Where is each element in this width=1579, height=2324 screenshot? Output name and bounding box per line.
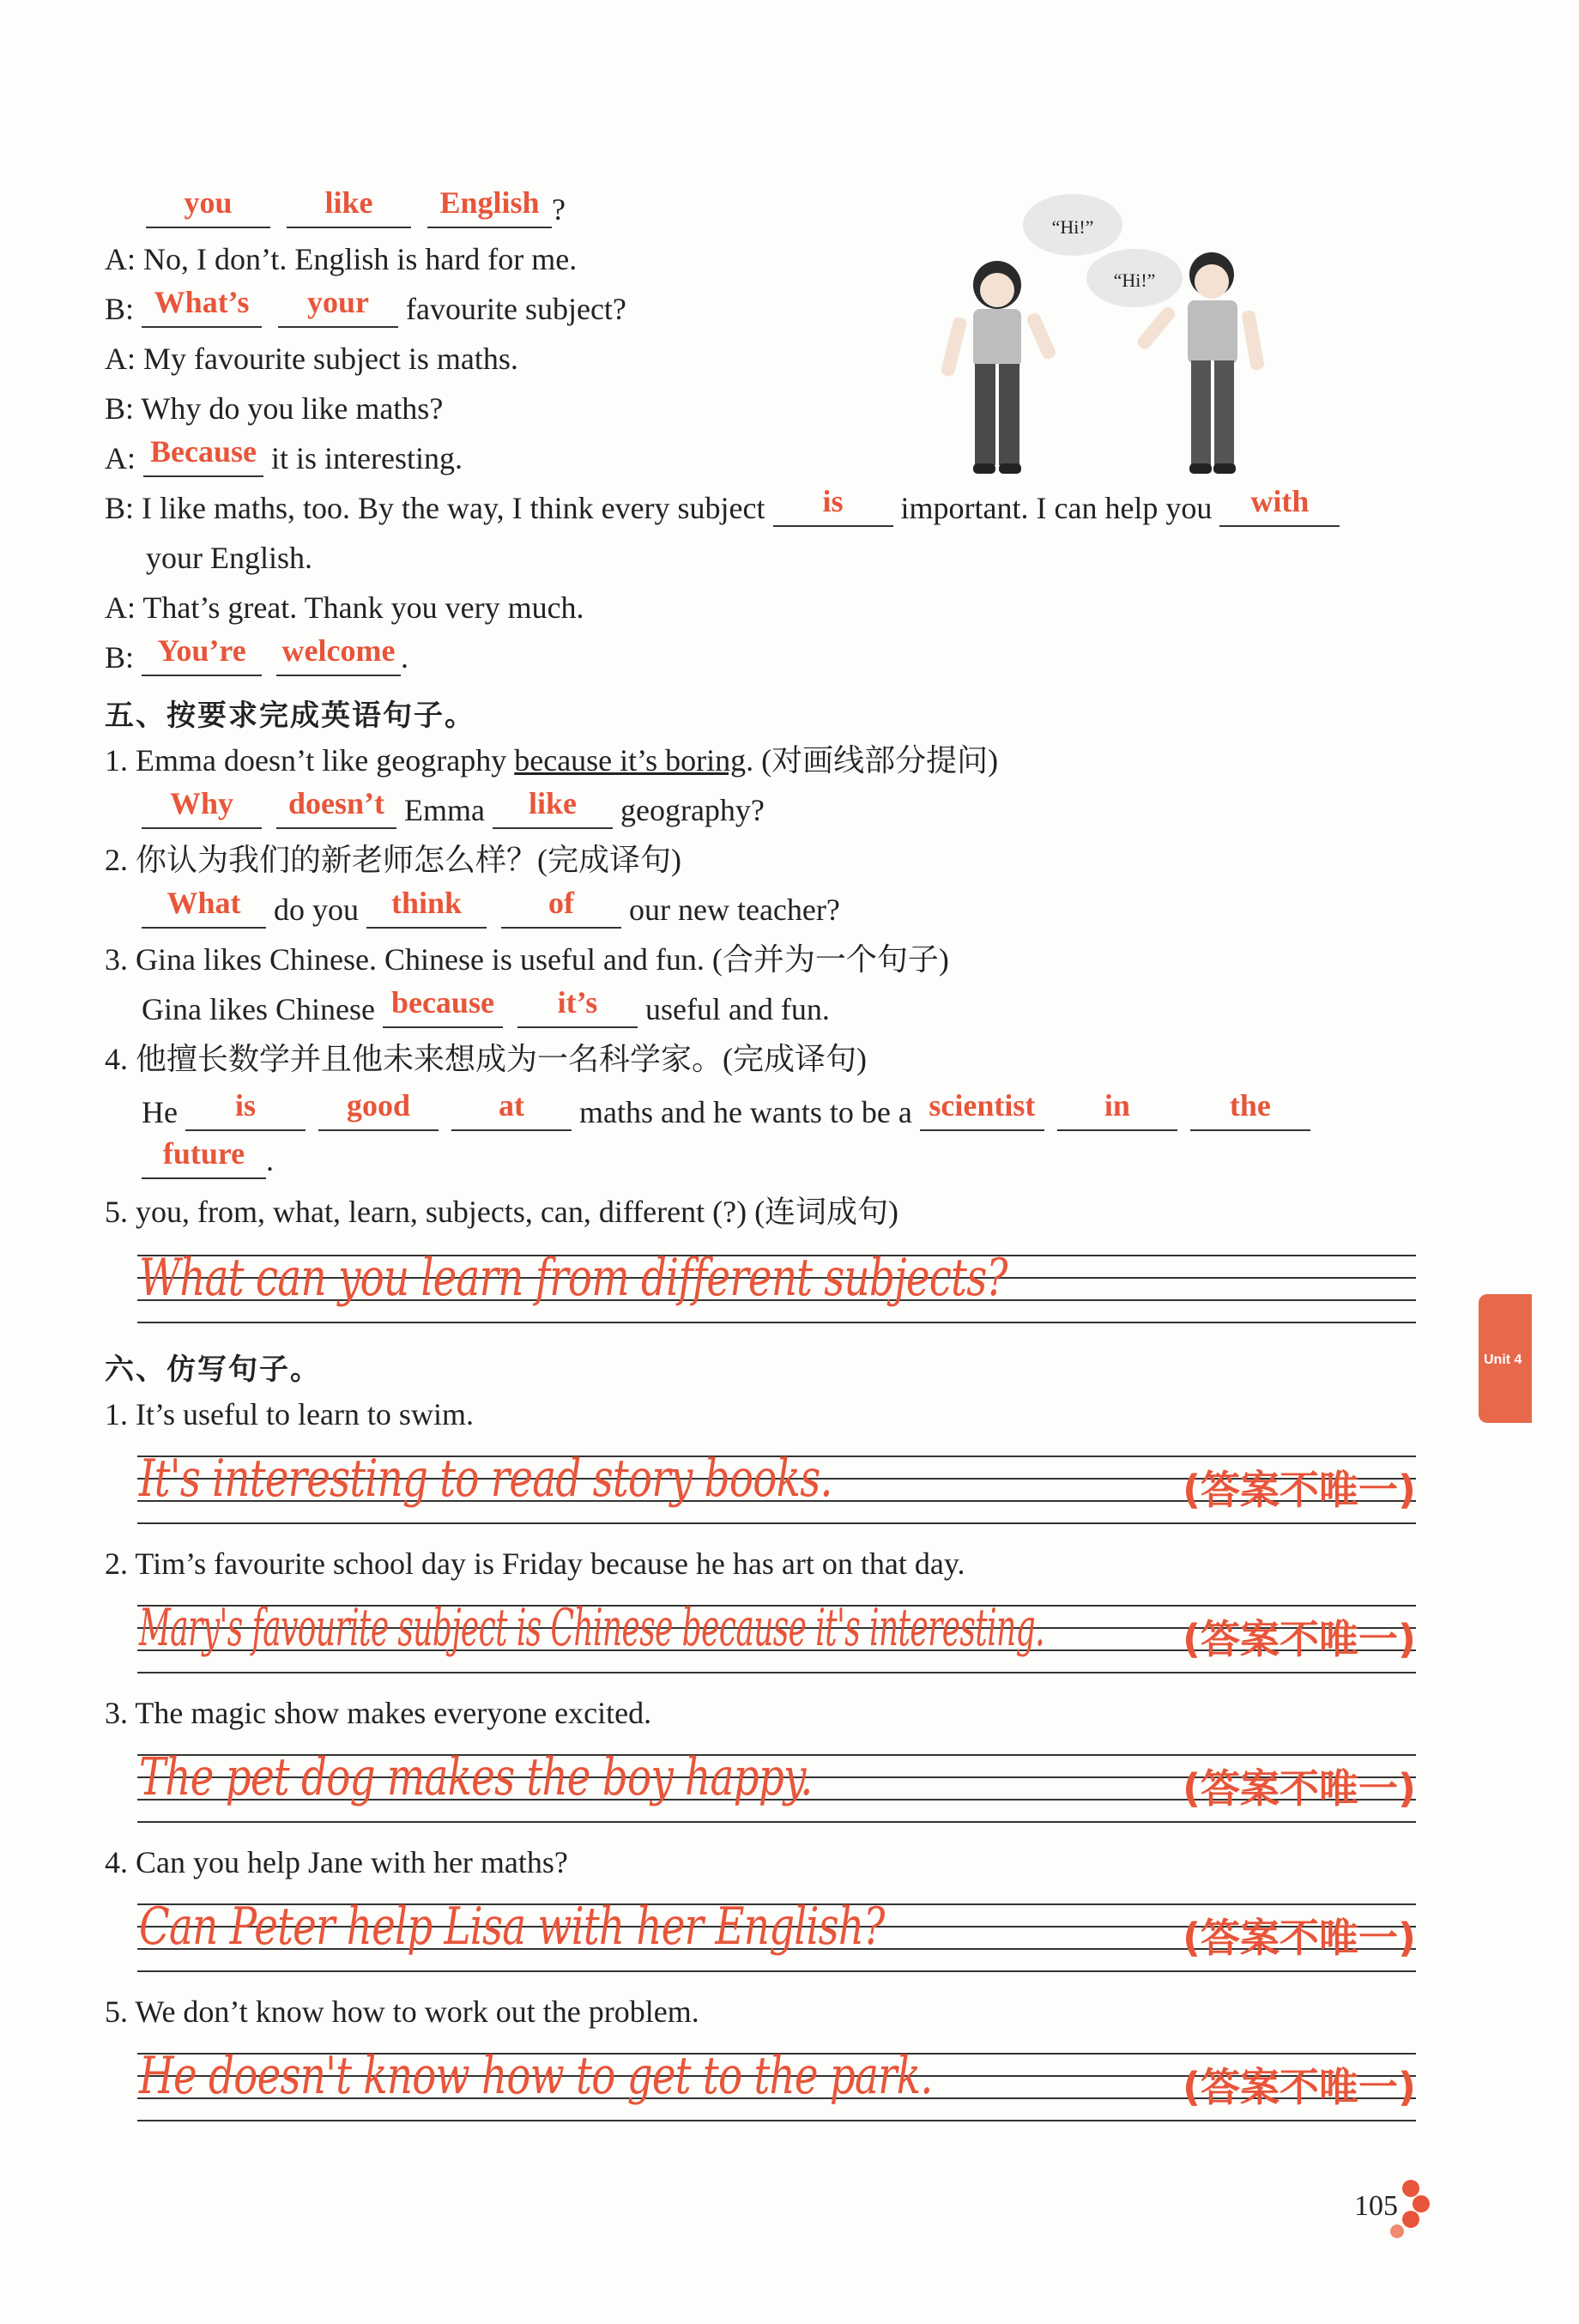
answer-note: (答案不唯一) — [1182, 1915, 1416, 1961]
answer: it’s — [557, 985, 598, 1020]
answer: future — [162, 1136, 245, 1171]
answer: like — [528, 786, 577, 820]
s5-q1-answer: Why doesn’t Emma like geography? — [142, 791, 765, 829]
handwritten-answer: It's interesting to read story books. — [139, 1449, 832, 1509]
s6-q2-writing-lines — [137, 1598, 1416, 1672]
dialogue-line-4: A: My favourite subject is maths. — [105, 342, 518, 376]
s5-q2: 2. 你认为我们的新老师怎么样？(完成译句) — [105, 843, 681, 877]
handwritten-answer: The pet dog makes the boy happy. — [139, 1747, 813, 1807]
dialogue-line-7: B: I like maths, too. By the way, I think every subject is important. I can help you with — [105, 489, 1340, 527]
answer: You’re — [157, 633, 246, 668]
answer-note: (答案不唯一) — [1182, 2064, 1416, 2110]
s5-q4-answer-cont: future . — [142, 1141, 274, 1179]
answer-note: (答案不唯一) — [1182, 1765, 1416, 1812]
answer: with — [1250, 484, 1310, 518]
s6-q5: 5. We don’t know how to work out the problem. — [105, 1994, 699, 2029]
answer: is — [234, 1088, 256, 1123]
answer: doesn’t — [287, 786, 384, 820]
s5-q5: 5. you, from, what, learn, subjects, can, different (?) (连词成句) — [105, 1195, 899, 1229]
answer-note: (答案不唯一) — [1182, 1616, 1416, 1662]
s6-q1-writing-lines — [137, 1449, 1416, 1522]
s5-q2-answer: What do you think of our new teacher? — [142, 891, 840, 929]
answer: What — [166, 886, 241, 920]
dialogue-line-10: B: You’re welcome . — [105, 633, 409, 675]
s5-q4-answer: He is good at maths and he wants to be a scientist in the — [142, 1093, 1310, 1131]
section-5-title: 五、按要求完成英语句子。 — [105, 699, 475, 733]
answer: you — [184, 185, 233, 220]
unit-side-tab — [1479, 1294, 1532, 1423]
s6-q3: 3. The magic show makes everyone excited. — [105, 1696, 652, 1730]
answer: your — [307, 285, 370, 319]
answer: What’s — [154, 285, 250, 319]
answer: because — [390, 985, 494, 1020]
dialogue-line-9: A: That’s great. Thank you very much. — [105, 590, 584, 625]
answer: think — [390, 886, 463, 920]
answer: the — [1229, 1088, 1271, 1123]
dialogue-line-2: A: No, I don’t. English is hard for me. — [105, 242, 578, 276]
answer: English — [439, 185, 540, 220]
hexagon-decoration-icon — [1382, 2178, 1433, 2238]
handwritten-answer: Mary's favourite subject is Chinese because it's interesting. — [139, 1598, 1044, 1658]
answer-note: (答案不唯一) — [1182, 1467, 1416, 1513]
answer: like — [324, 185, 373, 220]
s6-q4-writing-lines — [137, 1897, 1416, 1970]
answer: of — [548, 886, 574, 920]
handwritten-answer: He doesn't know how to get to the park. — [139, 2046, 933, 2106]
answer: at — [498, 1088, 524, 1123]
s6-q5-writing-lines — [137, 2046, 1416, 2120]
answer: good — [346, 1088, 410, 1123]
s5-q3-answer: Gina likes Chinese because it’s useful and fun. — [142, 985, 830, 1026]
s5-q3: 3. Gina likes Chinese. Chinese is useful and fun. (合并为一个句子) — [105, 942, 949, 977]
two-students-illustration — [935, 180, 1296, 489]
s6-q2: 2. Tim’s favourite school day is Friday because he has art on that day. — [105, 1546, 965, 1581]
dialogue-line-5: B: Why do you like maths? — [105, 391, 444, 426]
s6-q4: 4. Can you help Jane with her maths? — [105, 1845, 568, 1879]
answer: in — [1104, 1088, 1130, 1123]
s5-q4: 4. 他擅长数学并且他未来想成为一名科学家。(完成译句) — [105, 1042, 867, 1076]
handwritten-answer: What can you learn from different subjects? — [139, 1248, 1007, 1308]
dialogue-line-8: your English. — [146, 541, 312, 575]
underlined-phrase: because it’s boring — [514, 743, 747, 778]
s6-q1: 1. It’s useful to learn to swim. — [105, 1397, 474, 1431]
answer: is — [822, 484, 844, 518]
s5-q5-writing-lines — [137, 1248, 1416, 1322]
dialogue-line-3: B: What’s your favourite subject? — [105, 285, 626, 326]
handwritten-answer: Can Peter help Lisa with her English? — [139, 1897, 885, 1957]
answer: Why — [169, 786, 234, 820]
answer: Because — [150, 434, 257, 469]
answer: welcome — [281, 633, 396, 668]
dialogue-line-1: you like English ? — [146, 191, 566, 228]
bubble-text: “Hi!” — [1113, 269, 1156, 291]
s5-q1: 1. Emma doesn’t like geography because it’s boring. (对画线部分提问) — [105, 743, 999, 778]
s6-q3-writing-lines — [137, 1747, 1416, 1821]
answer: scientist — [929, 1088, 1036, 1123]
page-number: 105 — [1354, 2190, 1398, 2222]
dialogue-line-6: A: Because it is interesting. — [105, 434, 463, 475]
unit-label: Unit 4 — [1484, 1353, 1522, 1367]
girl-figure — [940, 261, 1057, 474]
section-6-title: 六、仿写句子。 — [105, 1353, 321, 1387]
bubble-text: “Hi!” — [1051, 216, 1094, 238]
